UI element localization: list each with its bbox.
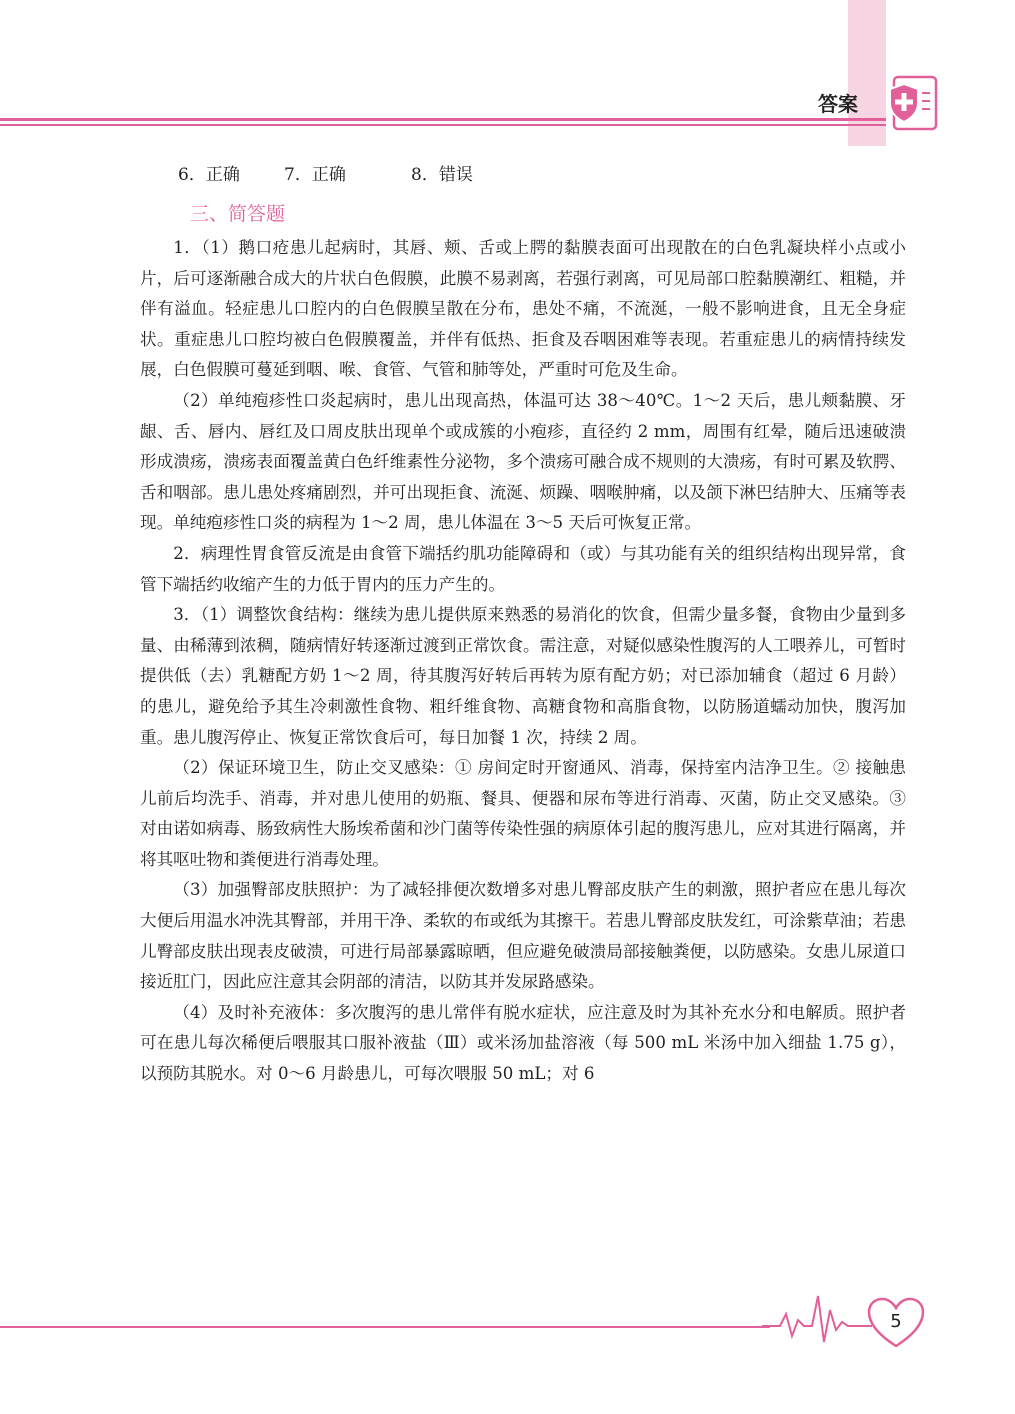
paragraph-3-3: （3）加强臀部皮肤照护：为了减轻排便次数增多对患儿臀部皮肤产生的刺激，照护者应在患儿每次大便后用温水冲洗其臀部，并用干净、柔软的布或纸为其擦干。若患儿臀部皮肤发红，可涂紫草油；若患儿臀部皮肤出现表皮破溃，可进行局部暴露晾晒，但应避免破溃局部接触粪便，以防感染。女患儿尿道口接近肛门，因此应注意其会阴部的清洁，以防其并发尿路感染。 (140, 880, 906, 992)
paragraph-1-2: （2）单纯疱疹性口炎起病时，患儿出现高热，体温可达 38～40℃。1～2 天后，患儿颊黏膜、牙龈、舌、唇内、唇红及口周皮肤出现单个或成簇的小疱疹，直径约 2 mm，周围有红晕，随后迅速破溃形成溃疡，溃疡表面覆盖黄白色纤维素性分泌物，多个溃疡可融合成不规则的大溃疡，有时可累及软腭、舌和咽部。患儿患处疼痛剧烈，并可出现拒食、流涎、烦躁、咽喉肿痛，以及颌下淋巴结肿大、压痛等表现。单纯疱疹性口炎的病程为 1～2 周，患儿体温在 3～5 天后可恢复正常。 (140, 390, 906, 533)
header-label: 答案 (818, 92, 858, 116)
page-number: 5 (890, 1311, 902, 1332)
footer-rule (0, 1326, 770, 1328)
answer-8: 8．错误 (411, 165, 473, 185)
paragraph-3-2: （2）保证环境卫生，防止交叉感染：① 房间定时开窗通风、消毒，保持室内洁净卫生。② 接触患儿前后均洗手、消毒，并对患儿使用的奶瓶、餐具、便器和尿布等进行消毒、灭菌，防止交叉感染。③ 对由诺如病毒、肠致病性大肠埃希菌和沙门菌等传染性强的病原体引起的腹泻患儿，应对其进行隔离，并将其呕吐物和粪便进行消毒处理。 (140, 758, 906, 869)
answer-7: 7．正确 (284, 165, 346, 185)
section-title: 三、简答题 (190, 203, 286, 225)
heartbeat-icon (762, 1290, 872, 1350)
paragraph-1-1: 1．（1）鹅口疮患儿起病时，其唇、颊、舌或上腭的黏膜表面可出现散在的白色乳凝块样小点或小片，后可逐渐融合成大的片状白色假膜，此膜不易剥离，若强行剥离，可见局部口腔黏膜潮红、粗糙，并伴有溢血。轻症患儿口腔内的白色假膜呈散在分布，患处不痛，不流涎，一般不影响进食，且无全身症状。重症患儿口腔均被白色假膜覆盖，并伴有低热、拒食及吞咽困难等表现。若重症患儿的病情持续发展，白色假膜可蔓延到咽、喉、食管、气管和肺等处，严重时可危及生命。 (140, 238, 906, 380)
paragraph-2: 2．病理性胃食管反流是由食管下端括约肌功能障碍和（或）与其功能有关的组织结构出现异常，食管下端括约收缩产生的力低于胃内的压力产生的。 (140, 543, 906, 594)
medical-shield-clipboard-icon (880, 73, 942, 135)
answer-6: 6．正确 (178, 165, 240, 185)
answer-content (140, 160, 906, 1090)
header-rule (0, 118, 886, 121)
header-rule-thin (0, 124, 886, 126)
paragraph-3-4: （4）及时补充液体：多次腹泻的患儿常伴有脱水症状，应注意及时为其补充水分和电解质。照护者可在患儿每次稀便后喂服其口服补液盐（Ⅲ）或米汤加盐溶液（每 500 mL 米汤中加入细盐 1.75 g），以预防其脱水。对 0～6 月龄患儿，可每次喂服 50 mL；对 6 (140, 1002, 906, 1084)
paragraph-3-1: 3．（1）调整饮食结构：继续为患儿提供原来熟悉的易消化的饮食，但需少量多餐，食物由少量到多量、由稀薄到浓稠，随病情好转逐渐过渡到正常饮食。需注意，对疑似感染性腹泻的人工喂养儿，可暂时提供低（去）乳糖配方奶 1～2 周，待其腹泻好转后再转为原有配方奶；对已添加辅食（超过 6 月龄）的患儿，避免给予其生冷刺激性食物、粗纤维食物、高糖食物和高脂食物，以防肠道蠕动加快，腹泻加重。患儿腹泻停止、恢复正常饮食后可，每日加餐 1 次，持续 2 周。 (140, 605, 906, 747)
true-false-answers (140, 160, 906, 190)
